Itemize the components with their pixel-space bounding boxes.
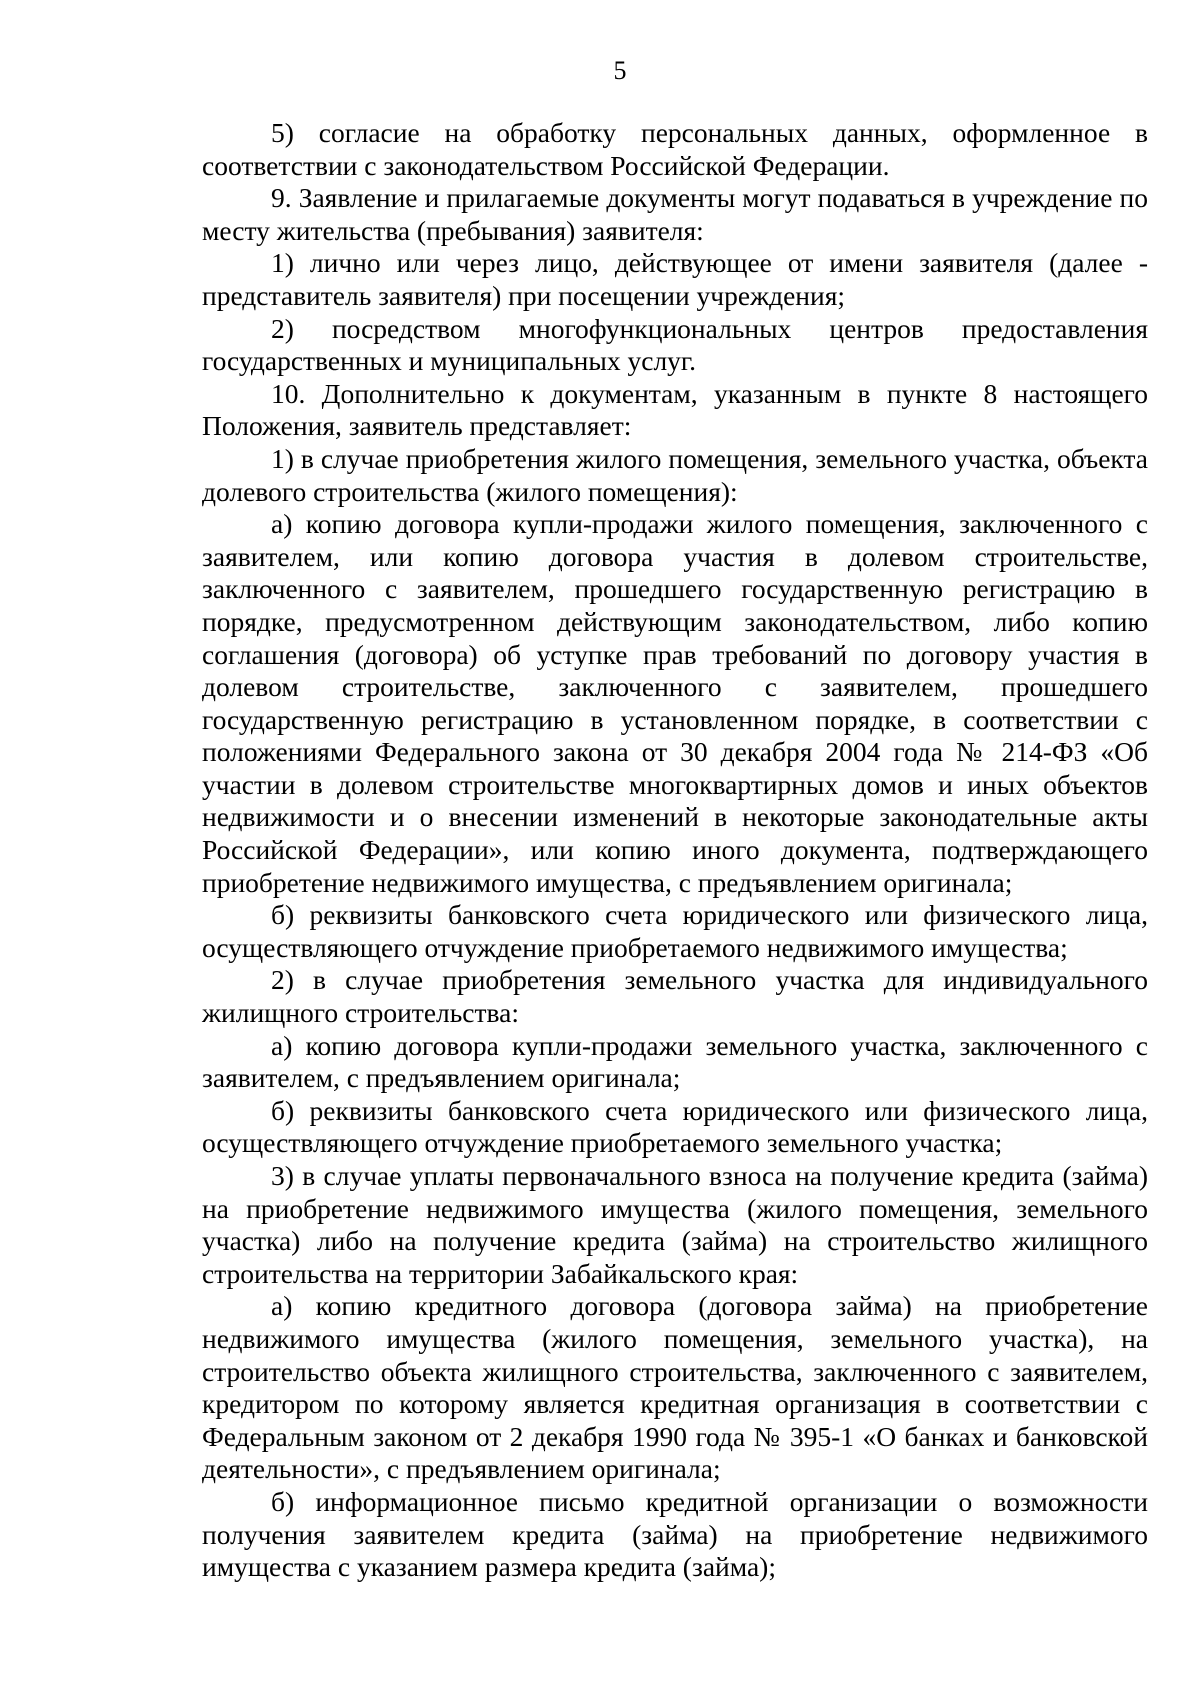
paragraph-case-purchase-land: 2) в случае приобретения земельного участка для индивидуального жилищного строительства: bbox=[202, 964, 1148, 1029]
paragraph-copy-land-contract: а) копию договора купли-продажи земельного участка, заключенного с заявителем, с предъявлением оригинала; bbox=[202, 1029, 1148, 1094]
paragraph-9-submission: 9. Заявление и прилагаемые документы могут подаваться в учреждение по месту жительства (пребывания) заявителя: bbox=[202, 182, 1148, 246]
paragraph-submission-mfc: 2) посредством многофункциональных центров предоставления государственных и муниципальных услуг. bbox=[202, 312, 1148, 377]
paragraph-consent-personal-data: 5) согласие на обработку персональных данных, оформленное в соответствии с законодательством Российской Федерации. bbox=[202, 117, 1148, 181]
paragraph-bank-information-letter: б) информационное письмо кредитной организации о возможности получения заявителем кредита (займа) на приобретение недвижимого имущества с указанием размера кредита (займа); bbox=[202, 1485, 1148, 1583]
paragraph-case-purchase-housing: 1) в случае приобретения жилого помещения, земельного участка, объекта долевого строительства (жилого помещения): bbox=[202, 442, 1148, 507]
paragraph-copy-sale-contract: а) копию договора купли-продажи жилого помещения, заключенного с заявителем, или копию договора участия в долевом строительстве, заключенного с заявителем, прошедшего государственную регистрацию в порядке, предусмотренном действующим законодательством, либо копию соглашения (договора) об уступке прав требований по договору участия в долевом строительстве, заключенного с заявителем, прошедшего государственную регистрацию в установленном порядке, в соответствии с положениями Федерального закона от 30 декабря 2004 года № 214-ФЗ «Об участии в долевом строительстве многоквартирных домов и иных объектов недвижимости и о внесении изменений в некоторые законодательные акты Российской Федерации», или копию иного документа, подтверждающего приобретение недвижимого имущества, с предъявлением оригинала; bbox=[202, 508, 1148, 898]
paragraph-10-additional-documents: 10. Дополнительно к документам, указанным в пункте 8 настоящего Положения, заявитель представляет: bbox=[202, 377, 1148, 442]
paragraph-case-down-payment: 3) в случае уплаты первоначального взноса на получение кредита (займа) на приобретение недвижимого имущества (жилого помещения, земельного участка) либо на получение кредита (займа) на строительство жилищного строительства на территории Забайкальского края: bbox=[202, 1160, 1148, 1289]
document-body bbox=[202, 117, 1148, 1584]
paragraph-copy-credit-agreement: а) копию кредитного договора (договора займа) на приобретение недвижимого имущества (жилого помещения, земельного участка), на строительство объекта жилищного строительства, заключенного с заявителем, кредитором по которому является кредитная организация в соответствии с Федеральным законом от 2 декабря 1990 года № 395-1 «О банках и банковской деятельности», с предъявлением оригинала; bbox=[202, 1290, 1148, 1485]
paragraph-bank-details-property: б) реквизиты банковского счета юридического или физического лица, осуществляющего отчуждение приобретаемого недвижимого имущества; bbox=[202, 899, 1148, 963]
page-number: 5 bbox=[613, 56, 627, 85]
paragraph-submission-in-person: 1) лично или через лицо, действующее от имени заявителя (далее - представитель заявителя) при посещении учреждения; bbox=[202, 247, 1148, 311]
paragraph-bank-details-land: б) реквизиты банковского счета юридического или физического лица, осуществляющего отчуждение приобретаемого земельного участка; bbox=[202, 1094, 1148, 1159]
